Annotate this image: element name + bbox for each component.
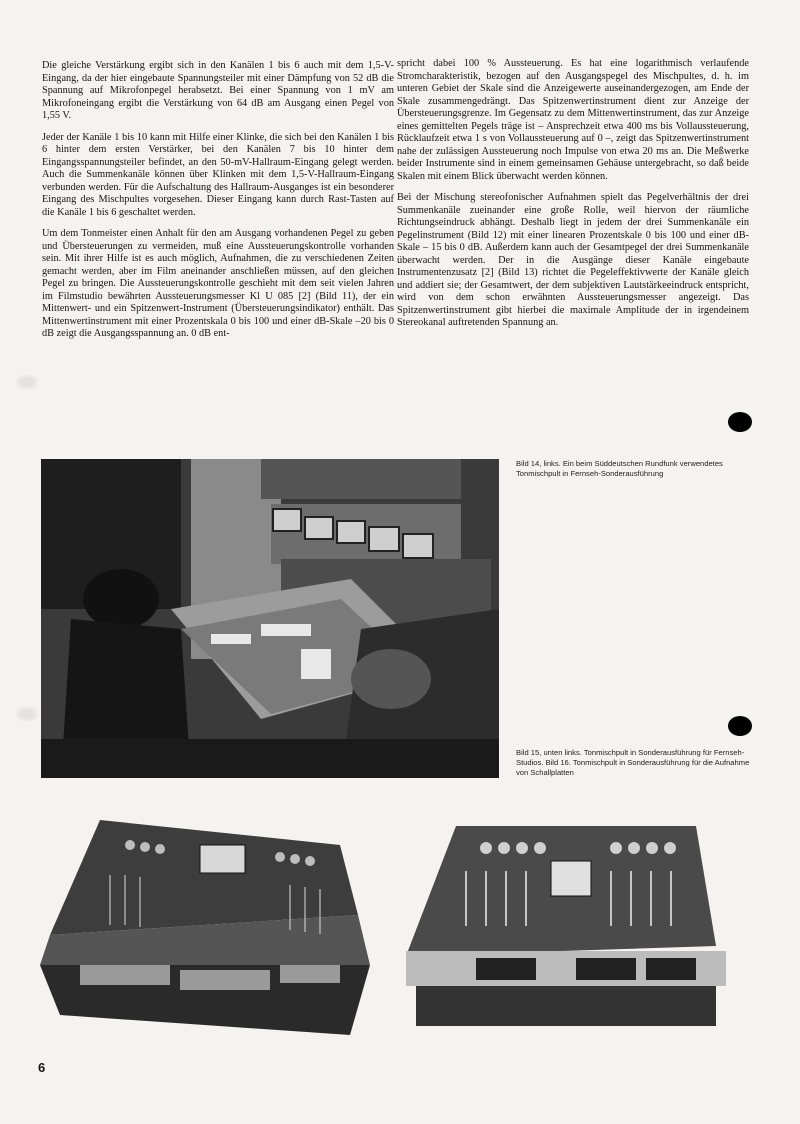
punch-hole [14, 373, 40, 391]
text-column-left [42, 60, 394, 350]
photo-record-console [396, 826, 738, 1032]
binder-hole-mark [728, 412, 752, 432]
paragraph: Um dem Tonmeister einen Anhalt für den am Ausgang vorhandenen Pegel zu geben und Übersteuerungen zu vermeiden, muß eine Aussteuerungskontrolle vorhanden sein. Mit ihrer Hilfe ist es auch möglich, Aufnahmen, die zu verschiedenen Zeiten gemacht werden, aber im Film aneinander anschließen müssen, auf den gleichen Pegel zu bringen. Die Aussteuerungskontrolle geschieht mit dem seit vielen Jahren im Filmstudio bewährten Aussteuerungsmesser Kl U 085 [2] (Bild 11), der ein Mittenwert- und ein Spitzenwert-Instrument (Übersteuerungsindikator) enthält. Das Mittenwertinstrument mit einer Prozentskala 0 bis 100 und einer dB-Skale –20 bis 0 dB zeigt die Ausgangsspannung an. 0 dB ent- [42, 228, 394, 339]
paragraph: spricht dabei 100 % Aussteuerung. Es hat eine logarithmisch verlaufende Stromcharakteristik, bezogen auf den Ausgangspegel des Mischpultes, d. h. im unteren Gebiet der Skale sind die Anzeigewerte auseinandergezogen, am Ende der Skale zusammengedrängt. Das Spitzenwertinstrument dient zur Anzeige der Übersteuerungsgrenze. Im Gegensatz zu dem Mittenwertinstrument, das zur Anzeige eines gemittelten Pegels träge ist – Ansprechzeit etwa 400 ms bis Vollaussteuerung, Rücklaufzeit etwa 1 s von Vollaussteuerung auf 0 –, zeigt das Spitzenwertinstrument nahe der zulässigen Aussteuerung noch Impulse von etwa 20 ms an. Die Meßwerke beider Instrumente sind in einem gemeinsamen Gehäuse untergebracht, so daß beide Skalen mit einem Blick überwacht werden können. [397, 58, 749, 182]
paragraph: Bei der Mischung stereofonischer Aufnahmen spielt das Pegelverhältnis der drei Summenkanäle zueinander eine große Rolle, weil hiervon der räumliche Richtungseindruck abhängt. Deshalb liegt in jedem der drei Summenkanäle ein Pegelinstrument (Bild 12) mit einer linearen Prozentskale 0 bis 100 und einer dB-Skale – 15 bis 0 dB. Außerdem kann auch der Gesamtpegel der drei Summenkanäle überwacht werden. Der in die Ausgänge dieser Kanäle eingebaute Instrumentenzusatz [2] (Bild 13) richtet die Pegeleffektivwerte der Kanäle gleich und addiert sie; der Gesamtwert, der dem subjektiven Lautstärkeeindruck entspricht, wird von dem schon erwähnten Aussteuerungsmesser angezeigt. Das Spitzenwertinstrument gibt hierbei die maximale Amplitude der in irgendeinem Stereokanal auftretenden Spannung an. [397, 192, 749, 328]
punch-hole [14, 705, 40, 723]
page-number: 6 [38, 1060, 46, 1075]
paragraph: Jeder der Kanäle 1 bis 10 kann mit Hilfe einer Klinke, die sich bei den Kanälen 1 bis 6 hinter dem ersten Verstärker, bei den Kanälen 7 bis 10 hinter dem Eingangsspannungsteiler befindet, an den 50-mV-Hallraum-Eingang gelegt werden. Auch die Summenkanäle können über Klinken mit dem 1,5-V-Hallraum-Eingang verbunden werden. Für die Aufschaltung des Hallraum-Ausganges ist ein besonderer Eingang des Mischpultes vorgesehen. Dieser Eingang kann durch Rast-Tasten auf die Kanäle 1 bis 6 geschaltet werden. [42, 131, 394, 218]
photo-tv-studio-console [40, 815, 378, 1045]
caption-bild-15-16: Bild 15, unten links. Tonmischpult in Sonderausführung für Fernseh-Studios. Bild 16. Tonmischpult in Sonderausführung für die Aufnahme von Schallplatten [516, 748, 750, 777]
photo-tv-mixing-room [41, 459, 499, 778]
text-column-right [397, 58, 749, 339]
paragraph: Die gleiche Verstärkung ergibt sich in den Kanälen 1 bis 6 auch mit dem 1,5-V-Eingang, da der hier eingebaute Spannungsteiler mit einer Dämpfung von 52 dB die Spannung auf Mikrofonpegel herabsetzt. Bei einer Spannung von 1 mV am Mikrofoneingang ergibt die Verstärkung von 64 dB am Ausgang einen Pegel von 1,55 V. [42, 60, 394, 121]
caption-bild-14: Bild 14, links. Ein beim Süddeutschen Rundfunk verwendetes Tonmischpult in Fernseh-Sonderausführung [516, 459, 723, 478]
binder-hole-mark [728, 716, 752, 736]
